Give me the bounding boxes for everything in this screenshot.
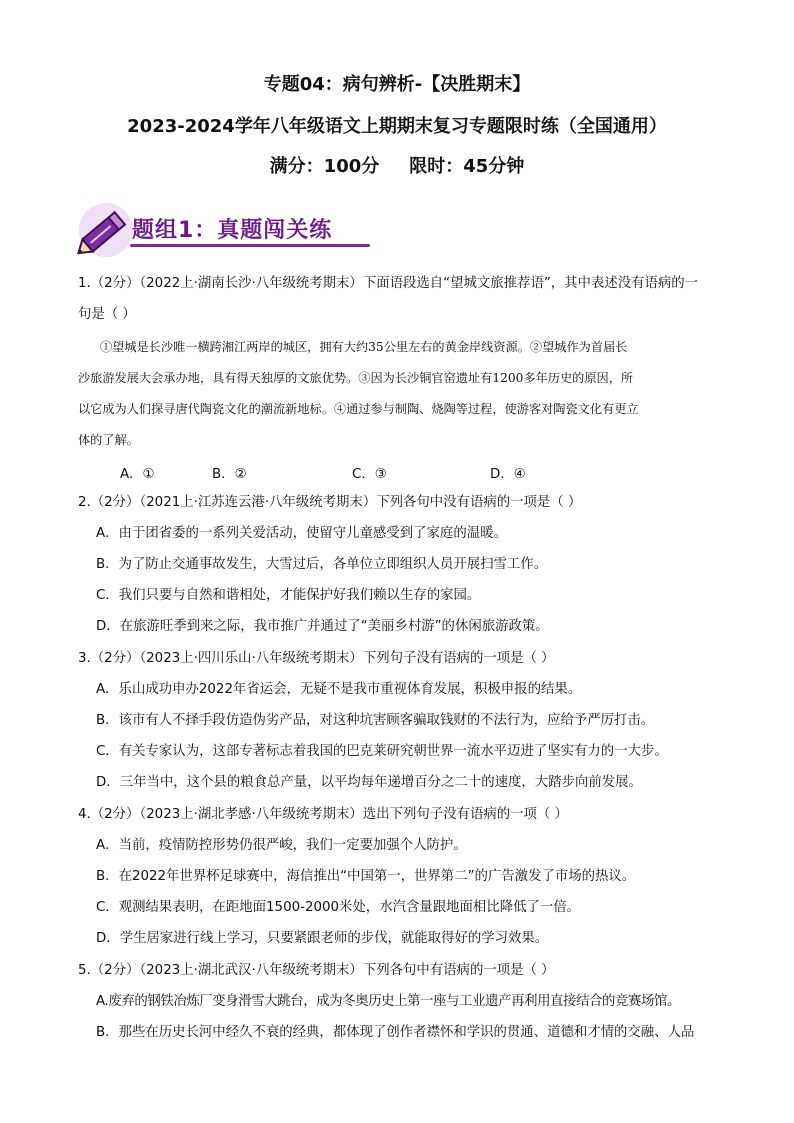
q4-option-d: D．学生居家进行线上学习，只要紧跟老师的步伐，就能取得好的学习效果。 [96,931,549,946]
q2-option-d: D．在旅游旺季到来之际，我市推广并通过了“美丽乡村游”的休闲旅游政策。 [96,619,549,634]
q3-option-a: A．乐山成功申办2022年省运会，无疑不是我市重视体育发展，积极申报的结果。 [96,682,582,697]
time-limit: 限时：45分钟 [409,156,525,177]
q5-option-a: A.废弃的钢铁冶炼厂变身滑雪大跳台，成为冬奥历史上第一座与工业遗产再利用直接结合的竞赛场馆。 [96,994,680,1009]
q1-passage-line: 体的了解。 [78,433,139,447]
section-banner [76,200,376,260]
pencil-icon [76,200,136,260]
q1-option-b: B．② [212,467,247,482]
document-subtitle: 2023-2024学年八年级语文上期期末复习专题限时练（全国通用） [127,116,667,137]
q4-stem: 4.（2分）（2023上·湖北孝感·八年级统考期末）选出下列句子没有语病的一项（ ） [78,807,568,822]
score-time-line [0,152,794,178]
q4-option-c: C．观测结果表明，在距地面1500-2000米处，水汽含量跟地面相比降低了一倍。 [96,900,581,915]
document-title: 专题04：病句辨析-【决胜期末】 [263,74,531,95]
q3-option-d: D．三年当中，这个县的粮食总产量，以平均每年递增百分之二十的速度，大踏步向前发展。 [96,775,642,790]
q5-option-b: B．那些在历史长河中经久不衰的经典，都体现了创作者襟怀和学识的贯通、道德和才情的交融、人品 [96,1025,695,1040]
q1-passage-line: 以它成为人们探寻唐代陶瓷文化的潮流新地标。④通过参与制陶、烧陶等过程，使游客对陶瓷文化有更立 [78,402,639,416]
q2-option-c: C．我们只要与自然和谐相处，才能保护好我们赖以生存的家园。 [96,588,481,603]
q4-option-b: B．在2022年世界杯足球赛中，海信推出“中国第一，世界第二”的广告激发了市场的热议。 [96,869,636,884]
q1-stem-line1: 1.（2分）（2022上·湖南长沙·八年级统考期末）下面语段选自“望城文旅推荐语”，其中表述没有语病的一 [78,276,699,291]
q1-stem-line2: 句是（ ） [78,307,136,322]
q3-option-b: B．该市有人不择手段仿造伪劣产品，对这种坑害顾客骗取钱财的不法行为，应给予严厉打击。 [96,713,655,728]
q1-option-c: C．③ [352,467,387,482]
q1-passage-line: ①望城是长沙唯一横跨湘江两岸的城区，拥有大约35公里左右的黄金岸线资源。②望城作为首届长 [100,340,628,354]
q1-passage-line: 沙旅游发展大会承办地，具有得天独厚的文旅优势。③因为长沙铜官窑遗址有1200多年历史的原因，所 [78,371,634,385]
q1-option-a: A．① [120,467,155,482]
q3-option-c: C．有关专家认为，这部专著标志着我国的巴克莱研究朝世界一流水平迈进了坚实有力的一大步。 [96,744,668,759]
q3-stem: 3.（2分）（2023上·四川乐山·八年级统考期末）下列句子没有语病的一项是（ ） [78,651,555,666]
q2-option-a: A．由于团省委的一系列关爱活动，使留守儿童感受到了家庭的温暖。 [96,526,507,541]
banner-underline [130,244,370,247]
q2-stem: 2.（2分）（2021上·江苏连云港·八年级统考期末）下列各句中没有语病的一项是（ ） [78,495,582,510]
q1-option-d: D．④ [490,467,526,482]
q5-stem: 5.（2分）（2023上·湖北武汉·八年级统考期末）下列各句中有语病的一项是（ ） [78,963,555,978]
q4-option-a: A．当前，疫情防控形势仍很严峻，我们一定要加强个人防护。 [96,838,467,853]
q2-option-b: B．为了防止交通事故发生，大雪过后，各单位立即组织人员开展扫雪工作。 [96,557,548,572]
section-banner-title: 题组1：真题闯关练 [132,218,333,243]
full-score: 满分：100分 [269,156,380,177]
